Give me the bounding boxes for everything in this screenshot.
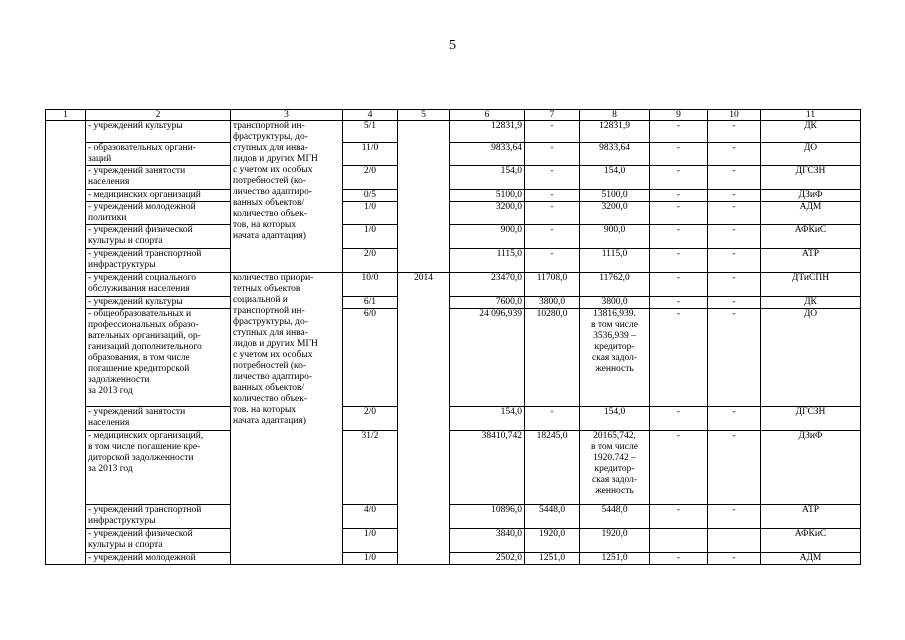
header-cell: 7 bbox=[525, 110, 580, 121]
measure-name-cell: - учреждений социального обслуживания населения bbox=[86, 273, 231, 297]
amount-cell: - bbox=[650, 505, 708, 529]
amount-cell: - bbox=[525, 121, 580, 143]
executor-cell: ДЗиФ bbox=[761, 431, 861, 505]
amount-cell: 10896,0 bbox=[450, 505, 525, 529]
executor-cell: АДМ bbox=[761, 553, 861, 565]
amount-cell: 23470,0 bbox=[450, 273, 525, 297]
amount-cell: - bbox=[525, 225, 580, 249]
amount-cell: 3200,0 bbox=[580, 202, 650, 225]
amount-cell: - bbox=[708, 121, 761, 143]
header-cell: 11 bbox=[761, 110, 861, 121]
amount-cell: 11708,0 bbox=[525, 273, 580, 297]
amount-cell: - bbox=[708, 297, 761, 309]
measure-name-cell: - учреждений транспортной инфраструктуры bbox=[86, 505, 231, 529]
amount-cell: 38410,742 bbox=[450, 431, 525, 505]
year-cell bbox=[398, 121, 450, 273]
amount-cell: 154,0 bbox=[450, 166, 525, 190]
value-cell: 5/1 bbox=[343, 121, 398, 143]
amount-cell: - bbox=[708, 273, 761, 297]
amount-cell: 7600,0 bbox=[450, 297, 525, 309]
value-cell: 10/0 bbox=[343, 273, 398, 297]
header-cell: 8 bbox=[580, 110, 650, 121]
executor-cell: АДМ bbox=[761, 202, 861, 225]
value-cell: 1/0 bbox=[343, 553, 398, 565]
measure-name-cell: - учреждений занятости населения bbox=[86, 166, 231, 190]
amount-cell: - bbox=[525, 143, 580, 166]
amount-cell: - bbox=[525, 190, 580, 202]
measure-name-cell: - учреждений физической культуры и спорта bbox=[86, 225, 231, 249]
executor-cell: ДГСЗН bbox=[761, 407, 861, 431]
measure-name-cell: - медицинских организаций, в том числе погашение кре- диторской задолженности за 2013 год bbox=[86, 431, 231, 505]
executor-cell: АФКиС bbox=[761, 529, 861, 553]
amount-cell: - bbox=[650, 202, 708, 225]
amount-cell: - bbox=[708, 190, 761, 202]
amount-cell: - bbox=[650, 297, 708, 309]
header-cell: 1 bbox=[46, 110, 86, 121]
executor-cell: ДО bbox=[761, 143, 861, 166]
table-row bbox=[46, 431, 861, 505]
table-row bbox=[46, 143, 861, 166]
amount-cell: - bbox=[650, 431, 708, 505]
header-cell: 9 bbox=[650, 110, 708, 121]
value-cell: 6/0 bbox=[343, 309, 398, 407]
value-cell: 1/0 bbox=[343, 529, 398, 553]
value-cell: 2/0 bbox=[343, 249, 398, 273]
amount-cell: - bbox=[525, 249, 580, 273]
amount-cell: - bbox=[650, 309, 708, 407]
amount-cell: - bbox=[525, 202, 580, 225]
amount-cell: 5448,0 bbox=[525, 505, 580, 529]
amount-cell: - bbox=[525, 407, 580, 431]
amount-cell: 24 096,939 bbox=[450, 309, 525, 407]
table-row bbox=[46, 225, 861, 249]
executor-cell: АФКиС bbox=[761, 225, 861, 249]
amount-cell: 900,0 bbox=[450, 225, 525, 249]
table-row bbox=[46, 309, 861, 407]
amount-cell: - bbox=[650, 121, 708, 143]
table-row bbox=[46, 505, 861, 529]
value-cell: 2/0 bbox=[343, 407, 398, 431]
amount-cell: - bbox=[708, 309, 761, 407]
amount-cell: 9833,64 bbox=[450, 143, 525, 166]
page-number: 5 bbox=[449, 38, 456, 53]
table-row bbox=[46, 249, 861, 273]
amount-cell: 1251,0 bbox=[580, 553, 650, 565]
table-row bbox=[46, 297, 861, 309]
measure-name-cell: - учреждений транспортной инфраструктуры bbox=[86, 249, 231, 273]
header-row bbox=[46, 110, 861, 121]
executor-cell: ДЗиФ bbox=[761, 190, 861, 202]
amount-cell: 12831,9 bbox=[450, 121, 525, 143]
table-row bbox=[46, 529, 861, 553]
executor-cell: ДТиСПН bbox=[761, 273, 861, 297]
header-cell: 4 bbox=[343, 110, 398, 121]
header-cell: 3 bbox=[231, 110, 343, 121]
amount-cell: 18245,0 bbox=[525, 431, 580, 505]
year-cell: 2014 bbox=[398, 273, 450, 565]
amount-cell: 2502,0 bbox=[450, 553, 525, 565]
amount-cell: - bbox=[708, 143, 761, 166]
amount-cell: - bbox=[708, 249, 761, 273]
executor-cell: ДК bbox=[761, 297, 861, 309]
table-row bbox=[46, 166, 861, 190]
amount-cell: 10280,0 bbox=[525, 309, 580, 407]
amount-cell: - bbox=[650, 407, 708, 431]
header-cell: 10 bbox=[708, 110, 761, 121]
amount-cell: - bbox=[708, 431, 761, 505]
amount-cell: 11762,0 bbox=[580, 273, 650, 297]
value-cell: 2/0 bbox=[343, 166, 398, 190]
amount-cell: 9833,64 bbox=[580, 143, 650, 166]
header-cell: 5 bbox=[398, 110, 450, 121]
amount-cell: 154,0 bbox=[580, 166, 650, 190]
amount-cell: 5100,0 bbox=[450, 190, 525, 202]
measure-name-cell: - учреждений молодежной политики bbox=[86, 202, 231, 225]
amount-cell: 5448,0 bbox=[580, 505, 650, 529]
header-cell: 6 bbox=[450, 110, 525, 121]
amount-cell bbox=[708, 529, 761, 553]
amount-cell: - bbox=[650, 166, 708, 190]
amount-cell: - bbox=[708, 202, 761, 225]
amount-cell: 3800,0 bbox=[525, 297, 580, 309]
amount-cell: 5100,0 bbox=[580, 190, 650, 202]
amount-cell: 20165,742, в том числе 1920.742 – кредитор- ская задол- женность bbox=[580, 431, 650, 505]
executor-cell: ДГСЗН bbox=[761, 166, 861, 190]
amount-cell: 1115,0 bbox=[450, 249, 525, 273]
value-cell: 1/0 bbox=[343, 225, 398, 249]
measure-name-cell: - медицинских организаций bbox=[86, 190, 231, 202]
amount-cell: - bbox=[650, 225, 708, 249]
amount-cell: 1115,0 bbox=[580, 249, 650, 273]
measure-name-cell: - учреждений молодежной bbox=[86, 553, 231, 565]
measure-name-cell: - учреждений занятости населения bbox=[86, 407, 231, 431]
value-cell: 11/0 bbox=[343, 143, 398, 166]
amount-cell: - bbox=[708, 505, 761, 529]
value-cell: 4/0 bbox=[343, 505, 398, 529]
amount-cell: 1251,0 bbox=[525, 553, 580, 565]
amount-cell: 13816,939. в том числе 3536,939 – кредитор- ская задол- женность bbox=[580, 309, 650, 407]
header-cell: 2 bbox=[86, 110, 231, 121]
amount-cell: - bbox=[708, 407, 761, 431]
measure-name-cell: - общеобразовательных и профессиональных образо- вательных организаций, ор- ганизаций дополнительного образования, в том числе погашение кредиторской задолженности за 2013 год bbox=[86, 309, 231, 407]
value-cell: 0/5 bbox=[343, 190, 398, 202]
program-table bbox=[45, 109, 861, 565]
value-cell: 31/2 bbox=[343, 431, 398, 505]
amount-cell: 1920,0 bbox=[525, 529, 580, 553]
measure-name-cell: - учреждений культуры bbox=[86, 297, 231, 309]
amount-cell: - bbox=[650, 553, 708, 565]
amount-cell: - bbox=[650, 190, 708, 202]
amount-cell: 3200,0 bbox=[450, 202, 525, 225]
table-row bbox=[46, 202, 861, 225]
amount-cell: 3800,0 bbox=[580, 297, 650, 309]
amount-cell bbox=[650, 529, 708, 553]
amount-cell: 1920,0 bbox=[580, 529, 650, 553]
row-index-cell bbox=[46, 121, 86, 565]
amount-cell: 3840,0 bbox=[450, 529, 525, 553]
measure-name-cell: - учреждений культуры bbox=[86, 121, 231, 143]
amount-cell: - bbox=[708, 225, 761, 249]
indicator-cell: количество приори- тетных объектов социальной и транспортной ин- фраструктуры, до- ступных для инва- лидов и других МГН с учетом их особых потребностей (ко- личество адаптиро- ванных объектов/ количество объек- тов. на которых начата адаптация) bbox=[231, 273, 343, 565]
table-row bbox=[46, 190, 861, 202]
amount-cell: - bbox=[650, 273, 708, 297]
amount-cell: - bbox=[708, 553, 761, 565]
table-row bbox=[46, 121, 861, 143]
amount-cell: - bbox=[650, 143, 708, 166]
amount-cell: - bbox=[708, 166, 761, 190]
amount-cell: 154,0 bbox=[580, 407, 650, 431]
value-cell: 6/1 bbox=[343, 297, 398, 309]
executor-cell: АТР bbox=[761, 249, 861, 273]
value-cell: 1/0 bbox=[343, 202, 398, 225]
amount-cell: 154,0 bbox=[450, 407, 525, 431]
table-row bbox=[46, 407, 861, 431]
indicator-cell: транспортной ин- фраструктуры, до- ступных для инва- лидов и других МГН с учетом их особых потребностей (ко- личество адаптиро- ванных объектов/ количество объек- тов, на которых начата адаптация) bbox=[231, 121, 343, 273]
amount-cell: - bbox=[650, 249, 708, 273]
measure-name-cell: - учреждений физической культуры и спорта bbox=[86, 529, 231, 553]
table-row bbox=[46, 273, 861, 297]
amount-cell: 12831,9 bbox=[580, 121, 650, 143]
table-row bbox=[46, 553, 861, 565]
executor-cell: АТР bbox=[761, 505, 861, 529]
amount-cell: 900,0 bbox=[580, 225, 650, 249]
measure-name-cell: - образовательных органи- заций bbox=[86, 143, 231, 166]
executor-cell: ДО bbox=[761, 309, 861, 407]
executor-cell: ДК bbox=[761, 121, 861, 143]
amount-cell: - bbox=[525, 166, 580, 190]
